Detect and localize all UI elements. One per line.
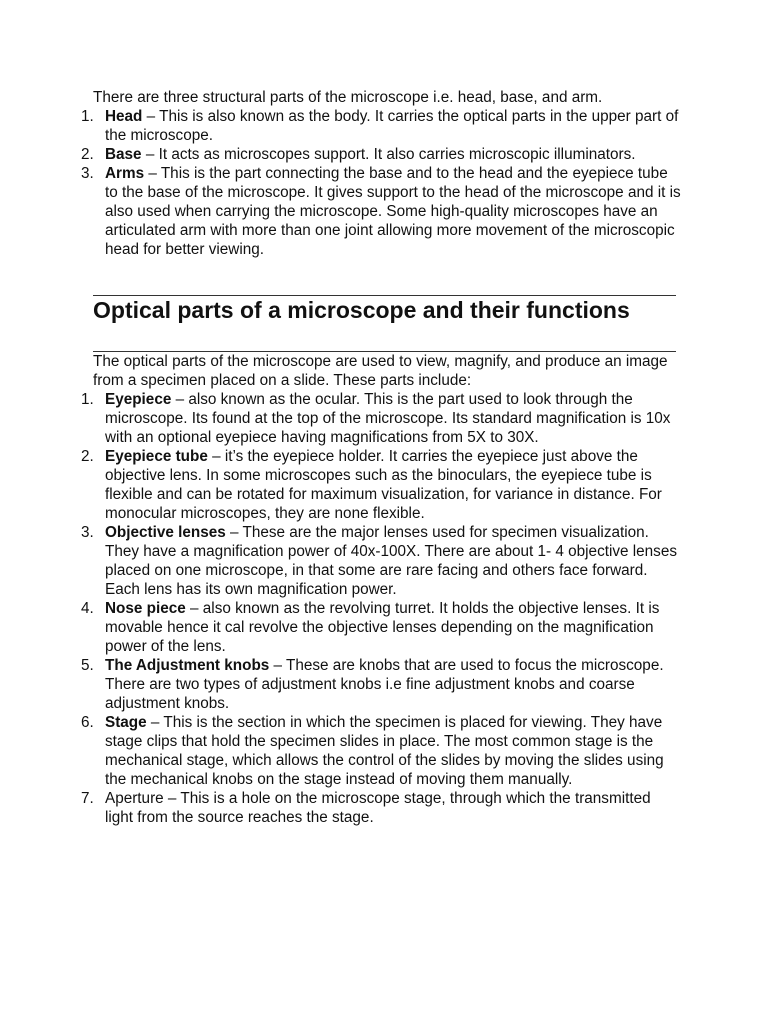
list-item-number: 3. <box>81 165 94 182</box>
list-item-text: – These are the major lenses used for specimen visualization. They have a magnification power of 40x-100X. There are about 1- 4 objective lenses placed on one microscope, in that some are rare facing and others face forward. Each lens has its own magnification power. <box>105 524 677 598</box>
list-item-number: 4. <box>81 600 94 617</box>
list-item <box>81 164 681 259</box>
list-item <box>81 713 681 789</box>
list-item-term: The Adjustment knobs <box>105 657 270 674</box>
list-item-text: – also known as the ocular. This is the part used to look through the microscope. Its found at the top of the microscope. Its standard magnification is 10x with an optional eyepiece having magnifications from 5X to 30X. <box>105 391 671 446</box>
list-item-term: Head <box>105 108 143 125</box>
list-item <box>81 145 681 164</box>
list-item-text: – it’s the eyepiece holder. It carries the eyepiece just above the objective lens. In some microscopes such as the binoculars, the eyepiece tube is flexible and can be rotated for maximum visualization, for variance in distance. For monocular microscopes, they are none flexible. <box>105 448 662 522</box>
list-item <box>81 789 681 827</box>
list-item <box>81 447 681 523</box>
list-item-term: Arms <box>105 165 145 182</box>
structural-parts-list <box>81 107 681 259</box>
list-item-term: Objective lenses <box>105 524 226 541</box>
list-item-number: 1. <box>81 108 94 125</box>
list-item-term: Eyepiece <box>105 391 172 408</box>
list-item-number: 5. <box>81 657 94 674</box>
list-item-text: – It acts as microscopes support. It also carries microscopic illuminators. <box>141 146 636 163</box>
list-item-number: 3. <box>81 524 94 541</box>
optical-parts-intro: The optical parts of the microscope are used to view, magnify, and produce an image from a specimen placed on a slide. These parts include: <box>93 353 668 389</box>
list-item-text: – This is also known as the body. It carries the optical parts in the upper part of the microscope. <box>105 108 679 144</box>
list-item-term: Base <box>105 146 142 163</box>
list-item <box>81 656 681 713</box>
list-item-text: Aperture – This is a hole on the microscope stage, through which the transmitted light from the source reaches the stage. <box>105 790 651 826</box>
list-item-term: Stage <box>105 714 147 731</box>
list-item-number: 1. <box>81 391 94 408</box>
list-item-text: – This is the part connecting the base and to the head and the eyepiece tube to the base of the microscope. It gives support to the head of the microscope and it is also used when carrying the microscope. Some high-quality microscopes have an articulated arm with more than one joint allowing more movement of the microscopic head for better viewing. <box>105 165 681 258</box>
list-item <box>81 390 681 447</box>
list-item-number: 2. <box>81 146 94 163</box>
list-item-number: 2. <box>81 448 94 465</box>
list-item-term: Eyepiece tube <box>105 448 208 465</box>
list-item-number: 6. <box>81 714 94 731</box>
list-item-text: – This is the section in which the specimen is placed for viewing. They have stage clips that hold the specimen slides in place. The most common stage is the mechanical stage, which allows the control of the slides by moving the slides using the mechanical knobs on the stage instead of moving them manually. <box>105 714 664 788</box>
list-item <box>81 523 681 599</box>
list-item-text: – These are knobs that are used to focus the microscope. There are two types of adjustment knobs i.e fine adjustment knobs and coarse adjustment knobs. <box>105 657 664 712</box>
list-item <box>81 107 681 145</box>
list-item-number: 7. <box>81 790 94 807</box>
section-heading: Optical parts of a microscope and their functions <box>93 297 630 323</box>
structural-parts-intro: There are three structural parts of the microscope i.e. head, base, and arm. <box>93 89 603 106</box>
list-item-term: Nose piece <box>105 600 186 617</box>
list-item <box>81 599 681 656</box>
optical-parts-list <box>81 390 681 827</box>
list-item-text: – also known as the revolving turret. It holds the objective lenses. It is movable hence it cal revolve the objective lenses depending on the magnification power of the lens. <box>105 600 660 655</box>
